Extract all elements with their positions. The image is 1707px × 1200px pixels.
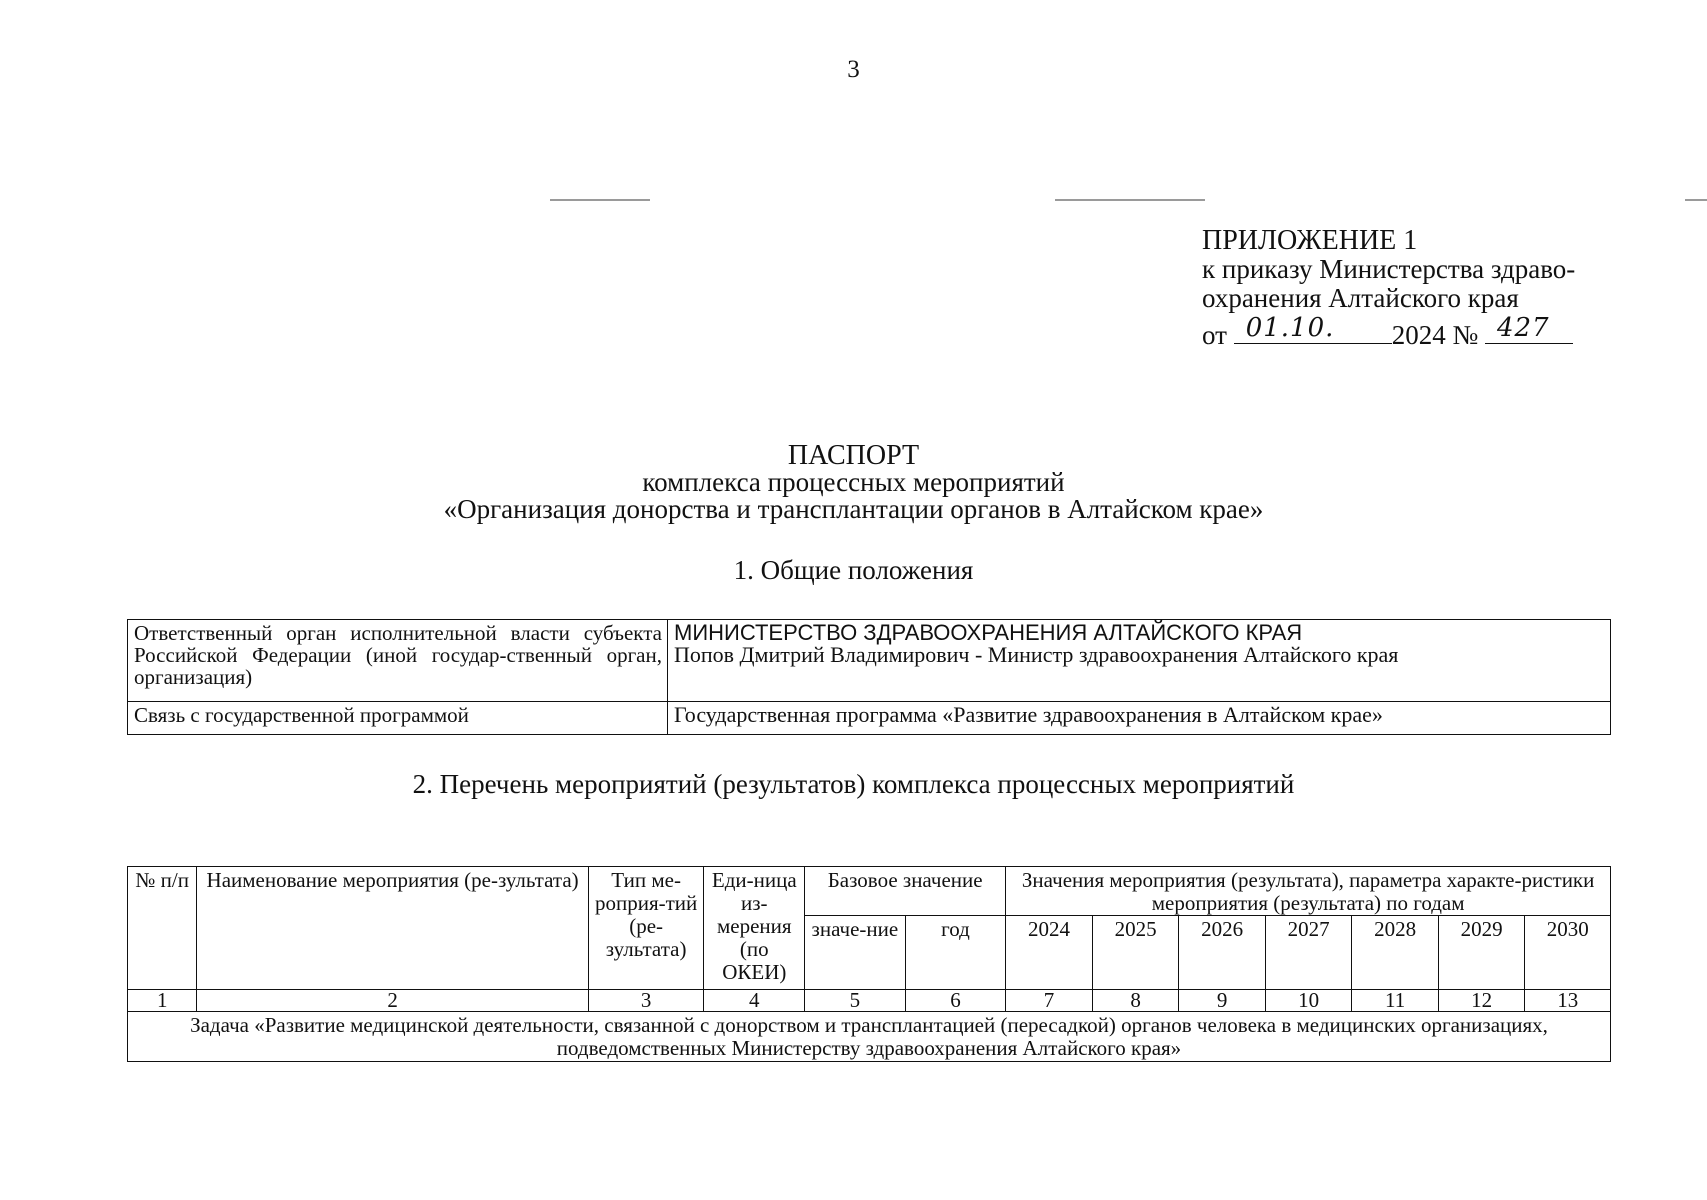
header-year: 2025 bbox=[1092, 916, 1179, 990]
column-number: 6 bbox=[905, 990, 1006, 1012]
header-year: 2027 bbox=[1265, 916, 1352, 990]
responsible-authority-value bbox=[668, 620, 1611, 702]
measures-table bbox=[127, 866, 1611, 1062]
header-year: 2028 bbox=[1352, 916, 1439, 990]
scan-artifact bbox=[1055, 199, 1205, 201]
passport-subtitle: комплекса процессных мероприятий bbox=[642, 467, 1065, 497]
responsible-authority-label: Ответственный орган исполнительной власти субъекта Российской Федерации (иной государ-ственный орган, организация) bbox=[128, 620, 668, 702]
order-year: 2024 № bbox=[1391, 320, 1479, 350]
column-number: 4 bbox=[704, 990, 805, 1012]
general-provisions-table bbox=[127, 619, 1611, 735]
column-number: 8 bbox=[1092, 990, 1179, 1012]
column-number: 3 bbox=[588, 990, 704, 1012]
ministry-name: МИНИСТЕРСТВО ЗДРАВООХРАНЕНИЯ АЛТАЙСКОГО КРАЯ bbox=[674, 620, 1303, 645]
appendix-line-1: к приказу Министерства здраво- bbox=[1202, 254, 1576, 284]
column-number: 2 bbox=[197, 990, 588, 1012]
task-description: Задача «Развитие медицинской деятельности, связанной с донорством и трансплантацией (пересадкой) органов человека в медицинских организациях, подведомственных Министерству здравоохранения Алтайского края» bbox=[128, 1012, 1611, 1062]
column-number-row bbox=[128, 990, 1611, 1012]
handwritten-date: 01.10. bbox=[1245, 313, 1335, 343]
header-year: 2026 bbox=[1179, 916, 1266, 990]
minister-name: Попов Дмитрий Владимирович - Министр здравоохранения Алтайского края bbox=[674, 642, 1399, 667]
appendix-block bbox=[1202, 226, 1575, 350]
date-prefix: от bbox=[1202, 320, 1227, 350]
column-number: 13 bbox=[1525, 990, 1611, 1012]
state-program-link-value: Государственная программа «Развитие здравоохранения в Алтайском крае» bbox=[668, 702, 1611, 735]
appendix-line-2: охранения Алтайского края bbox=[1202, 283, 1519, 313]
column-number: 5 bbox=[805, 990, 906, 1012]
header-values-by-year: Значения мероприятия (результата), параметра характе-ристики мероприятия (результата) по годам bbox=[1006, 867, 1611, 916]
table-row bbox=[128, 620, 1611, 702]
scan-artifact bbox=[550, 199, 650, 201]
task-row bbox=[128, 1012, 1611, 1062]
header-base-value: Базовое значение bbox=[805, 867, 1006, 916]
column-number: 9 bbox=[1179, 990, 1266, 1012]
column-number: 7 bbox=[1006, 990, 1093, 1012]
table-row bbox=[128, 702, 1611, 735]
number-blank bbox=[1485, 313, 1573, 344]
handwritten-number: 427 bbox=[1496, 313, 1550, 343]
header-num: № п/п bbox=[128, 867, 197, 990]
appendix-date-line bbox=[1202, 313, 1575, 350]
scan-artifact bbox=[1685, 199, 1707, 201]
header-base-value-year: год bbox=[905, 916, 1006, 990]
header-measure-name: Наименование мероприятия (ре-зультата) bbox=[197, 867, 588, 990]
header-unit: Еди-ница из-мерения (по ОКЕИ) bbox=[704, 867, 805, 990]
date-blank bbox=[1234, 313, 1392, 344]
section-1-title: 1. Общие положения bbox=[733, 555, 974, 585]
page-number: 3 bbox=[847, 56, 860, 83]
section-2-title: 2. Перечень мероприятий (результатов) комплекса процессных мероприятий bbox=[412, 769, 1295, 799]
state-program-link-label: Связь с государственной программой bbox=[128, 702, 668, 735]
header-year: 2024 bbox=[1006, 916, 1093, 990]
column-number: 11 bbox=[1352, 990, 1439, 1012]
appendix-title: ПРИЛОЖЕНИЕ 1 bbox=[1202, 225, 1418, 256]
header-year: 2030 bbox=[1525, 916, 1611, 990]
header-row-1 bbox=[128, 867, 1611, 916]
column-number: 12 bbox=[1438, 990, 1525, 1012]
column-number: 1 bbox=[128, 990, 197, 1012]
header-year: 2029 bbox=[1438, 916, 1525, 990]
passport-title: ПАСПОРТ bbox=[787, 440, 920, 471]
column-number: 10 bbox=[1265, 990, 1352, 1012]
header-base-value-value: значе-ние bbox=[805, 916, 906, 990]
header-measure-type: Тип ме-роприя-тий (ре-зультата) bbox=[588, 867, 704, 990]
passport-program-name: «Организация донорства и трансплантации органов в Алтайском крае» bbox=[443, 494, 1264, 524]
